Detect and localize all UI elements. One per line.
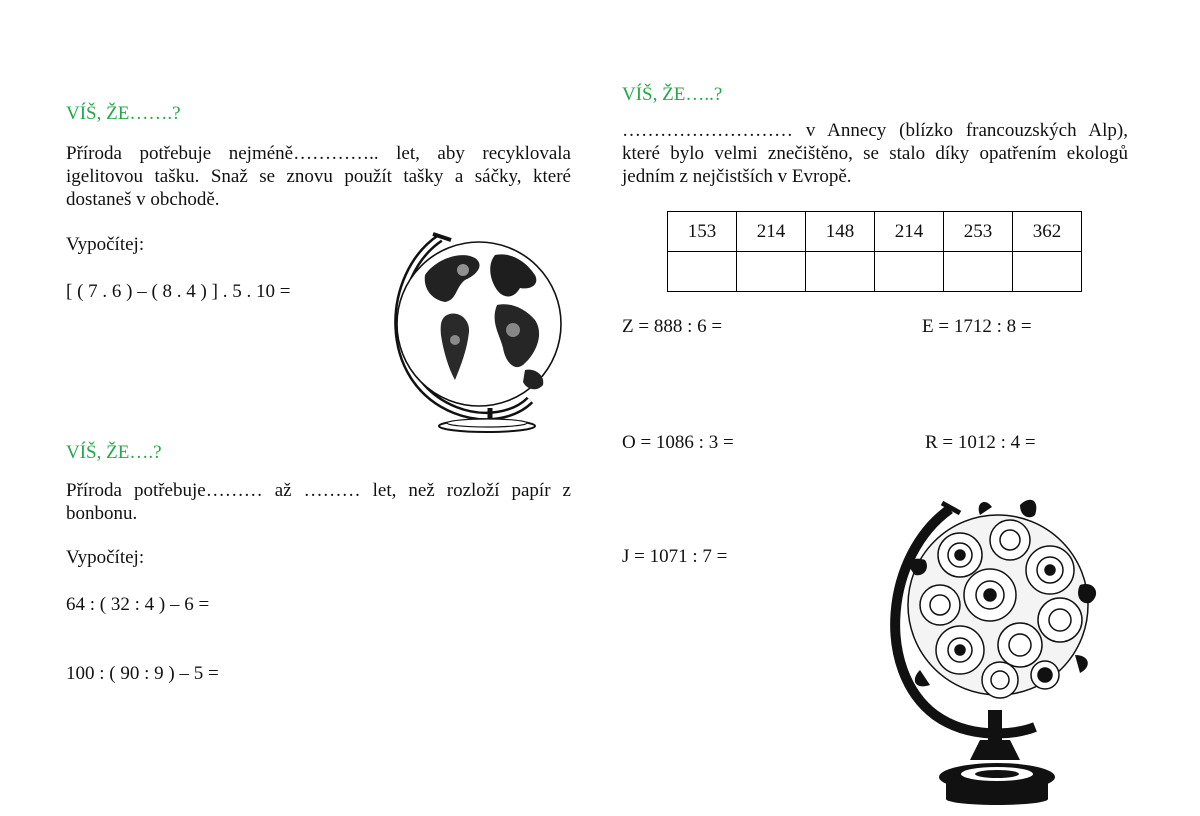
table-cell: 362 [1013,212,1082,252]
heading-2: VÍŠ, ŽE….? [66,442,162,463]
paragraph-3: ……………………… v Annecy (blízko francouzských Alp), které bylo velmi znečištěno, se stalo díky opatřením ekologů jedním z nejčistších v Evropě. [622,120,1128,187]
expression-1: [ ( 7 . 6 ) – ( 8 . 4 ) ] . 5 . 10 = [66,281,291,302]
answer-cell[interactable] [944,252,1013,292]
instruction-1: Vypočítej: [66,234,145,255]
heading-1: VÍŠ, ŽE…….? [66,103,181,124]
answer-cell[interactable] [806,252,875,292]
table-row [668,212,1082,252]
paragraph-2: Příroda potřebuje……… až ……… let, než rozloží papír z bonbonu. [66,480,571,524]
equation-r: R = 1012 : 4 = [925,432,1036,453]
answer-cell[interactable] [875,252,944,292]
heading-3: VÍŠ, ŽE…..? [622,84,723,105]
answer-cell[interactable] [1013,252,1082,292]
answer-cell[interactable] [668,252,737,292]
table-cell: 153 [668,212,737,252]
table-cell: 214 [875,212,944,252]
expression-2: 64 : ( 32 : 4 ) – 6 = [66,594,210,615]
flower-globe-illustration [880,495,1115,807]
table-cell: 253 [944,212,1013,252]
answer-cell[interactable] [737,252,806,292]
paragraph-1: Příroda potřebuje nejméně………….. let, aby recyklovala igelitovou tašku. Snaž se znovu použít tašky a sáčky, které dostaneš v obchodě. [66,143,571,210]
equation-j: J = 1071 : 7 = [622,546,728,567]
code-table [667,211,1082,292]
globe-illustration [385,230,565,435]
instruction-2: Vypočítej: [66,547,145,568]
expression-3: 100 : ( 90 : 9 ) – 5 = [66,663,219,684]
table-row [668,252,1082,292]
equation-e: E = 1712 : 8 = [922,316,1032,337]
equation-z: Z = 888 : 6 = [622,316,723,337]
table-cell: 214 [737,212,806,252]
table-cell: 148 [806,212,875,252]
equation-o: O = 1086 : 3 = [622,432,734,453]
